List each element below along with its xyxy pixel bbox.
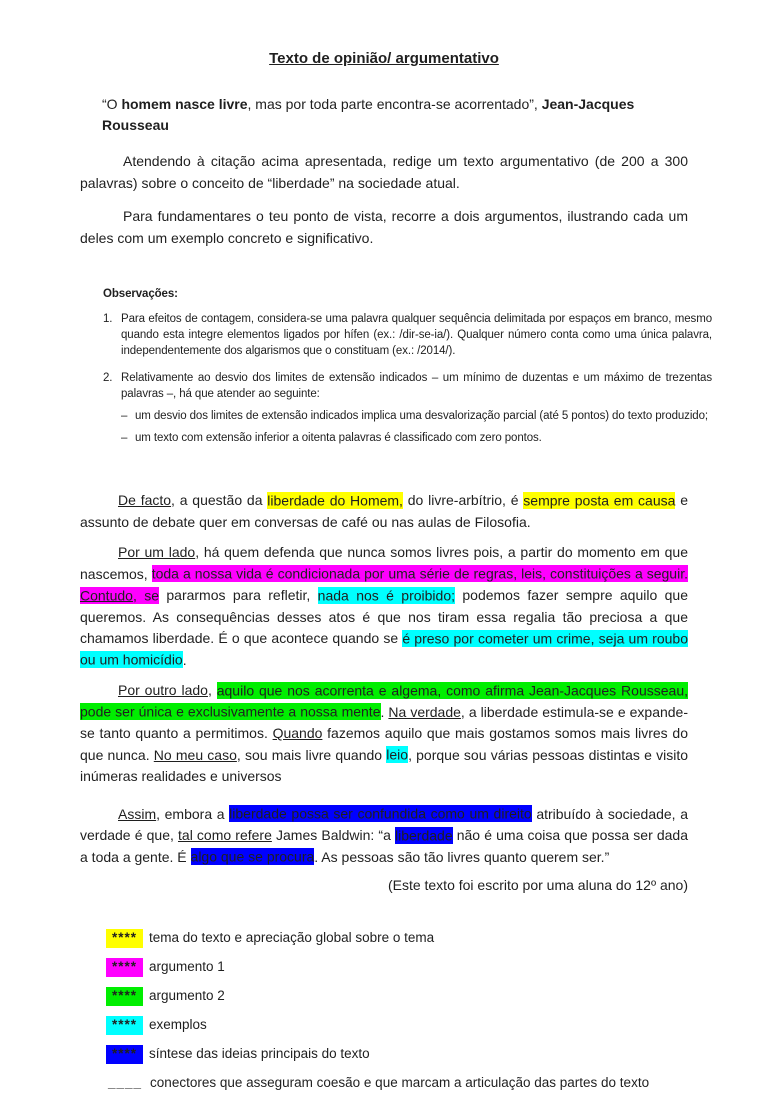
observation-subitem-1: [121, 408, 712, 424]
underlined-connector: Quando: [272, 725, 323, 741]
text-run: atribuído à sociedade, a verdade é que,: [80, 805, 688, 843]
observation-text: Para efeitos de contagem, considera-se uma palavra qualquer sequência delimitada por espaços em branco, mesmo quando esta integre elementos ligados por hífen (ex.: /dir-se-ia/). Qualquer número conta como uma única palavra, independentemente dos algarismos que o constituam (ex.: /2014/).: [121, 313, 712, 357]
legend-item-argument-2: [106, 987, 688, 1006]
text-run: , sou mais livre quando: [236, 746, 387, 763]
dash-marker: –: [121, 432, 128, 444]
text-run: , mas por toda parte encontra-se acorrentado”,: [247, 96, 542, 112]
legend-item-examples: [106, 1016, 688, 1035]
observation-subitem-2: [121, 430, 712, 446]
highlighted-text: nada nos é proibido;: [317, 587, 455, 603]
highlighted-text: aquilo que nos acorrenta e algema, como afirma Jean-Jacques Rousseau, pode ser única e exclusivamente a nossa mente: [80, 682, 688, 720]
legend-item-theme: [106, 929, 688, 948]
text-run: e assunto de debate quer em conversas de café ou nas aulas de Filosofia.: [80, 492, 688, 530]
legend-label: argumento 1: [149, 959, 225, 974]
dash-marker: –: [121, 410, 128, 422]
observation-subitem-text: um desvio dos limites de extensão indicados implica uma desvalorização parcial (até 5 pontos) do texto produzido;: [135, 410, 708, 422]
yellow-highlight-swatch: ****: [106, 929, 143, 948]
text-run: .: [380, 703, 389, 720]
highlighted-text: é preso por cometer um crime, seja um roubo ou um homicídio: [80, 630, 688, 668]
underlined-connector: Contudo: [80, 587, 133, 603]
observation-number: 1.: [103, 313, 113, 325]
text-run: pararmos para refletir,: [159, 587, 318, 603]
legend-item-synthesis: [106, 1045, 688, 1064]
text-run: , porque sou várias pessoas distintas e visito inúmeras realidades e universos: [80, 746, 689, 784]
document-title: Texto de opinião/ argumentativo: [269, 50, 499, 67]
text-run: Jean-Jacques Rousseau: [102, 96, 635, 133]
underlined-connector: Na verdade: [388, 703, 461, 720]
text-run: James Baldwin: “a: [271, 827, 395, 843]
author-note: (Este texto foi escrito por uma aluna do 12º ano): [387, 877, 688, 893]
text-run: homem nasce livre: [121, 96, 248, 112]
observation-item-2: [103, 370, 712, 446]
text-run: , a liberdade estimula-se e expande-se tanto quanto a permitimos.: [80, 703, 689, 741]
underlined-connector: Por outro lado: [118, 682, 208, 698]
observation-item-1: [103, 311, 712, 359]
green-highlight-swatch: ****: [106, 987, 143, 1006]
highlight-legend: [106, 929, 688, 1093]
text-run: do livre-arbítrio, é: [402, 492, 524, 508]
text-run: podemos fazer sempre aquilo que queremos. As consequências desses atos é que nos tiram essa regalia tão preciosa a que chamamos liberdade. É o que acontece quando se: [80, 587, 688, 646]
legend-label: conectores que asseguram coesão e que marcam a articulação das partes do texto: [150, 1075, 650, 1090]
legend-item-connectors: [106, 1074, 688, 1093]
text-run: fazemos aquilo que mais gostamos somos mais livres do que nunca.: [80, 725, 688, 763]
underline-connector-marker: ____: [108, 1075, 143, 1090]
observations-heading: Observações:: [103, 288, 178, 300]
legend-item-argument-1: [106, 958, 688, 977]
underlined-connector: Por um lado: [118, 544, 196, 560]
underlined-connector: tal como refere: [178, 827, 272, 843]
observation-text: Relativamente ao desvio dos limites de extensão indicados – um mínimo de duzentas e um máximo de trezentas palavras –, há que atender ao seguinte:: [121, 372, 712, 400]
text-run: , há quem defenda que nunca somos livres pois, a partir do momento em que nascemos,: [80, 544, 688, 582]
legend-label: síntese das ideias principais do texto: [149, 1046, 370, 1061]
observation-number: 2.: [103, 372, 113, 384]
text-run: .: [182, 651, 187, 668]
legend-label: tema do texto e apreciação global sobre o tema: [149, 930, 435, 945]
observations-section: [103, 286, 712, 446]
underlined-connector: No meu caso: [153, 746, 237, 763]
cyan-highlight-swatch: ****: [106, 1016, 143, 1035]
highlighted-text: algo que se procura: [190, 848, 315, 865]
magenta-highlight-swatch: ****: [106, 958, 143, 977]
essay-paragraph-4: [80, 804, 688, 869]
highlighted-text: liberdade possa ser confundida como um direito: [229, 805, 532, 822]
highlighted-text: , se: [132, 587, 159, 603]
essay-section: [80, 490, 688, 893]
essay-paragraph-1: [80, 490, 688, 533]
blue-highlight-swatch: ****: [106, 1045, 143, 1064]
observation-subitem-text: um texto com extensão inferior a oitenta palavras é classificado com zero pontos.: [135, 432, 542, 444]
essay-paragraph-2: [80, 542, 688, 671]
text-run: não é uma coisa que possa ser dada a toda a gente. É: [80, 827, 689, 865]
text-run: “O: [102, 96, 122, 112]
instruction-paragraph-2: Para fundamentares o teu ponto de vista, recorre a dois argumentos, ilustrando cada um deles com um exemplo concreto e significativo.: [80, 208, 688, 246]
highlighted-text: liberdade: [395, 827, 453, 843]
underlined-connector: De facto: [118, 492, 172, 508]
text-run: ,: [207, 682, 217, 698]
text-run: , embora a: [156, 805, 230, 822]
legend-label: exemplos: [149, 1017, 207, 1032]
highlighted-text: liberdade do Homem,: [267, 492, 403, 508]
underlined-connector: Assim: [118, 805, 157, 822]
legend-label: argumento 2: [149, 988, 225, 1003]
text-run: , a questão da: [171, 492, 268, 508]
highlighted-text: toda a nossa vida é condicionada por uma série de regras, leis, constituições a seguir.: [151, 565, 688, 582]
highlighted-text: sempre posta em causa: [523, 492, 676, 508]
instruction-paragraph-1: Atendendo à citação acima apresentada, redige um texto argumentativo (de 200 a 300 palavras) sobre o conceito de “liberdade” na sociedade atual.: [80, 153, 688, 191]
text-run: . As pessoas são tão livres quanto querem ser.”: [314, 848, 610, 865]
epigraph-quote: [80, 94, 688, 136]
essay-paragraph-3: [80, 680, 688, 788]
highlighted-text: leio: [386, 746, 409, 763]
